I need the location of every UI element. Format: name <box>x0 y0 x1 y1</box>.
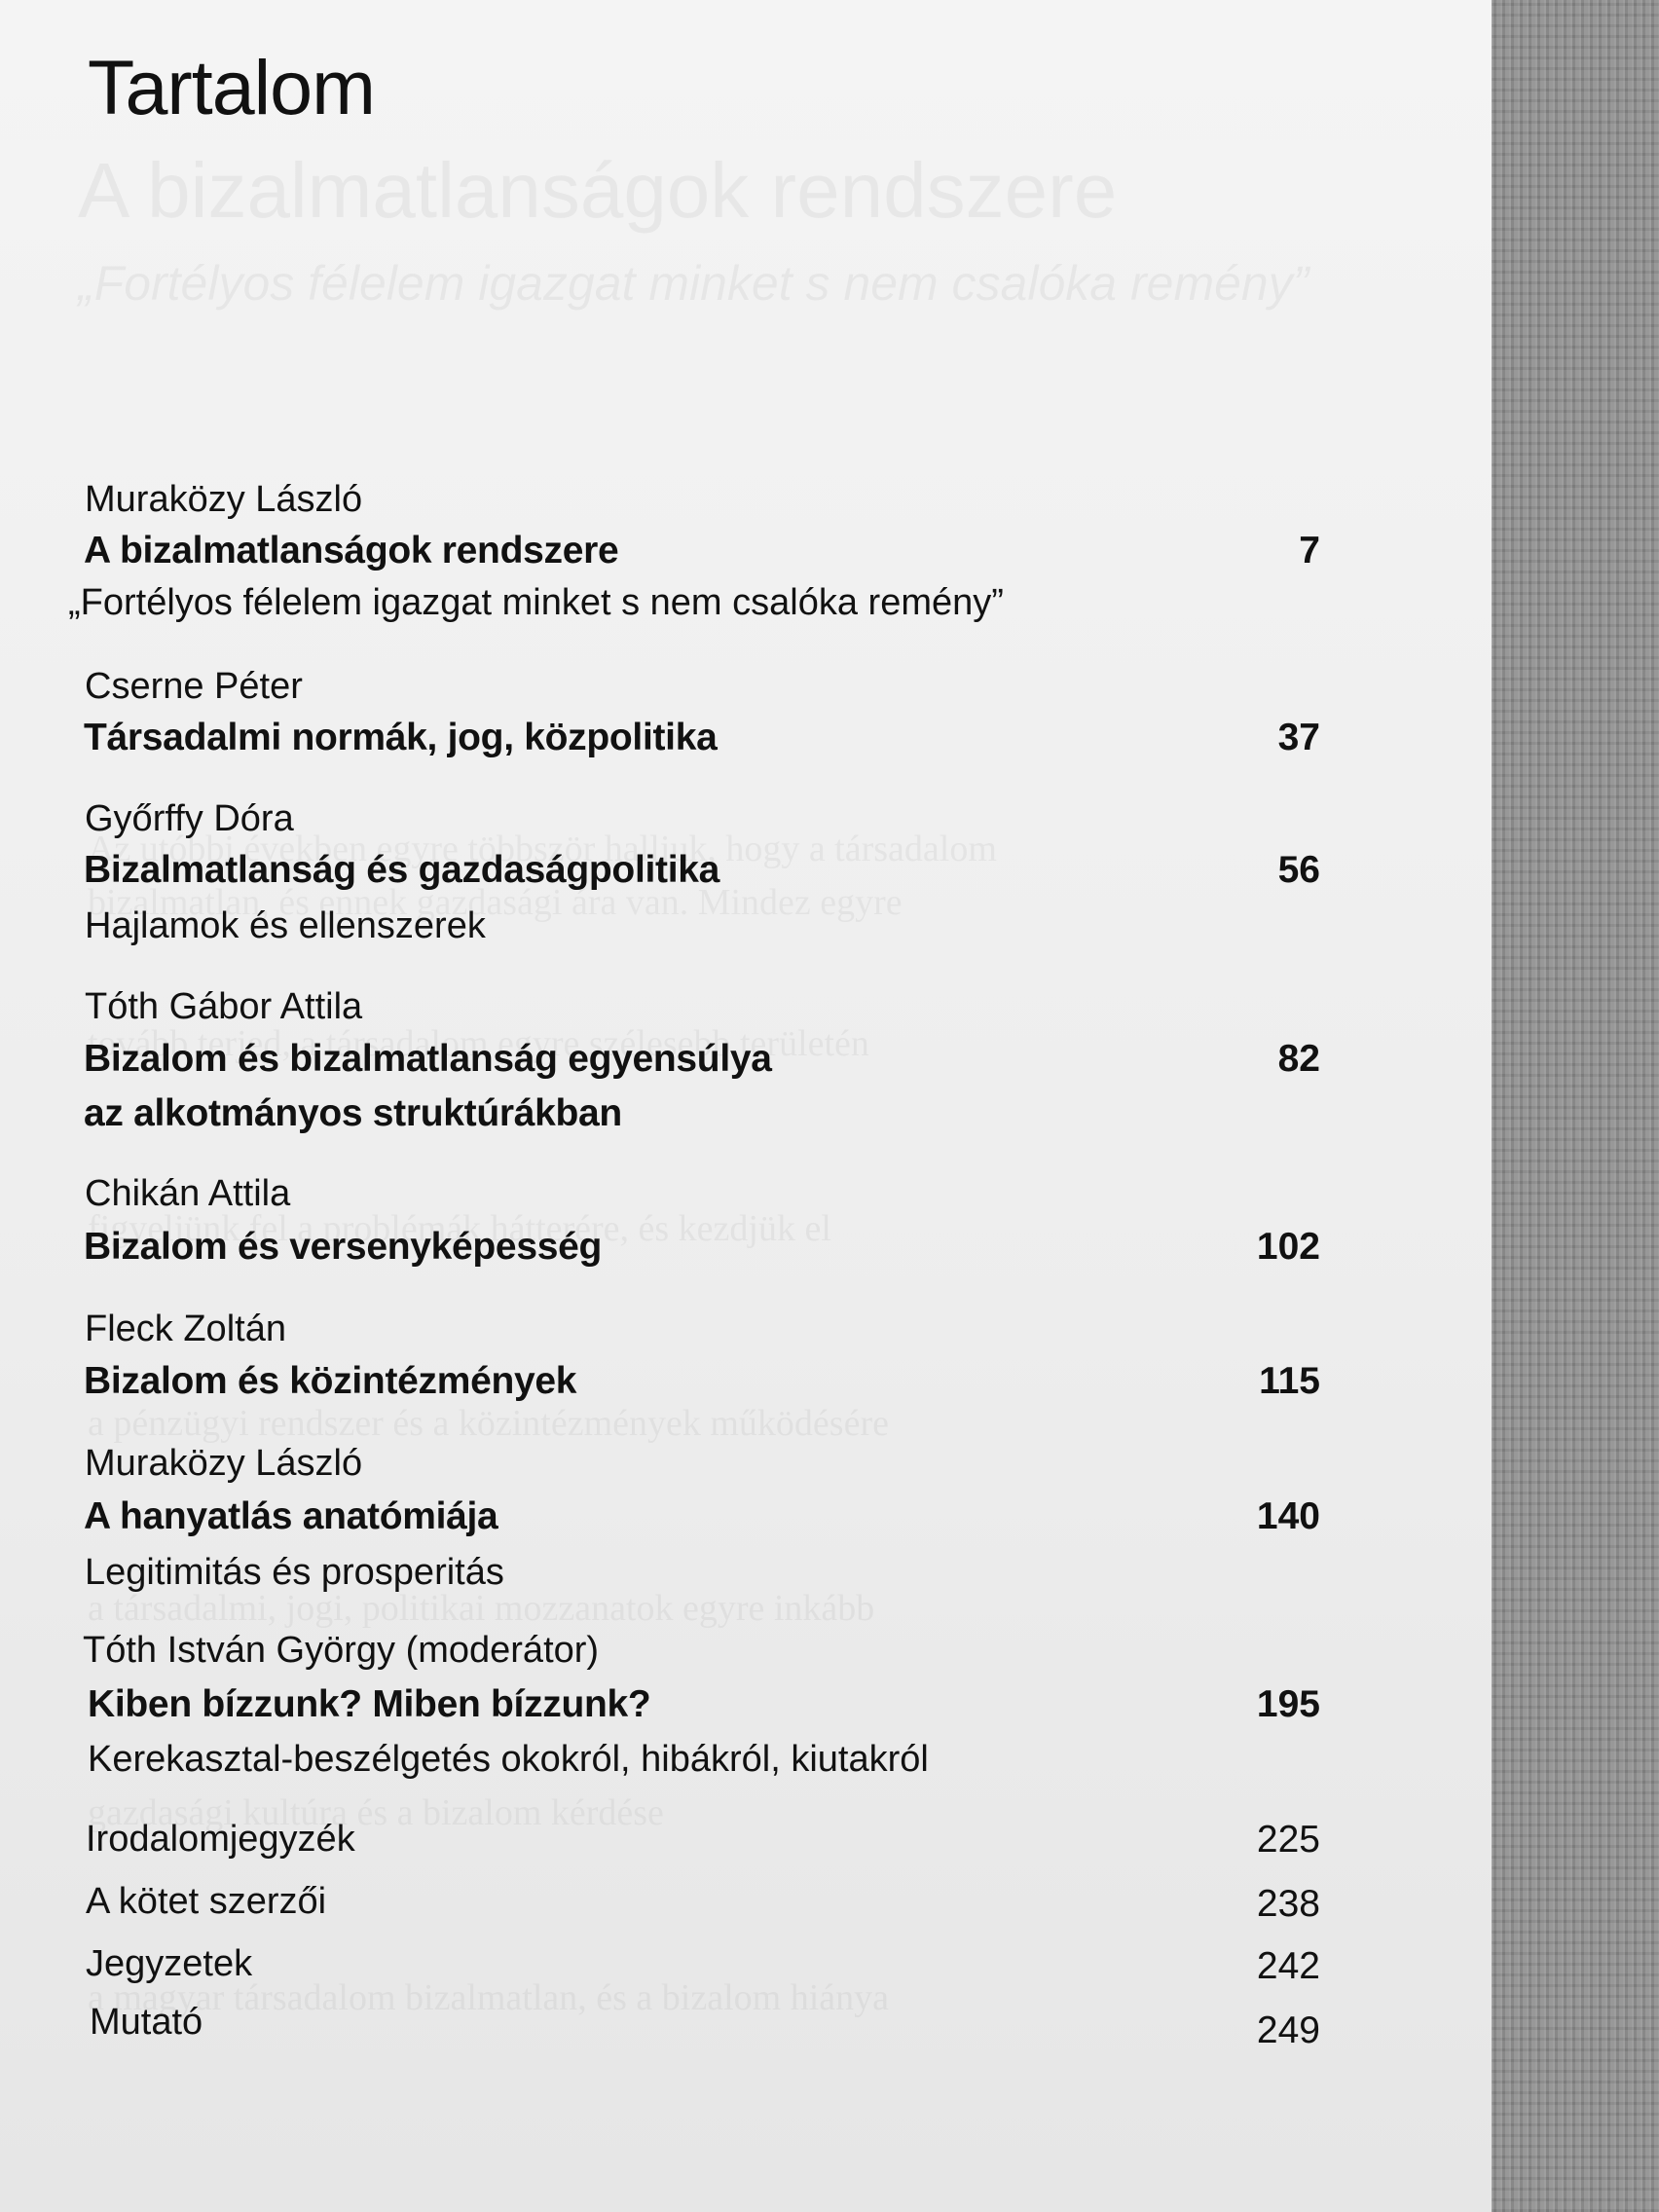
back-matter-label: Mutató <box>90 2002 203 2043</box>
back-matter-page-number: 249 <box>1256 2009 1320 2051</box>
entry-title-line: Bizalom és bizalmatlanság egyensúlya <box>84 1038 772 1080</box>
entry-title-line: A bizalmatlanságok rendszere <box>84 530 619 571</box>
entry-title-line: Bizalom és közintézmények <box>84 1360 577 1402</box>
entry-page-number: 56 <box>1277 849 1320 891</box>
entry-page-number: 102 <box>1256 1226 1320 1268</box>
entry-page-number: 115 <box>1259 1360 1320 1402</box>
back-matter-page-number: 242 <box>1256 1945 1320 1987</box>
entry-author: Muraközy László <box>85 1443 363 1484</box>
entry-author: Chikán Attila <box>85 1173 291 1214</box>
back-matter-page-number: 238 <box>1256 1883 1320 1925</box>
entry-title-line: Társadalmi normák, jog, közpolitika <box>84 717 718 758</box>
entry-title <box>84 851 719 905</box>
entry-title <box>84 719 718 773</box>
entry-page-number: 37 <box>1277 717 1320 758</box>
entry-title <box>84 1497 498 1552</box>
entry-page-number: 82 <box>1277 1038 1320 1080</box>
entry-page-number: 140 <box>1256 1495 1320 1537</box>
entry-title <box>84 1362 576 1417</box>
book-page-edges <box>1492 0 1659 2212</box>
entry-title-line: az alkotmányos struktúrákban <box>84 1092 622 1134</box>
entry-page-number: 195 <box>1256 1683 1320 1725</box>
page-title: Tartalom <box>88 44 375 130</box>
entry-title-line: Bizalmatlanság és gazdaságpolitika <box>84 849 720 891</box>
entry-subtitle: „Fortélyos félelem igazgat minket s nem csalóka remény” <box>68 582 1004 623</box>
entry-subtitle: Kerekasztal-beszélgetés okokról, hibákról, kiutakról <box>88 1739 929 1780</box>
entry-page-number: 7 <box>1299 530 1320 571</box>
entry-author: Tóth Gábor Attila <box>85 986 363 1027</box>
entry-author: Cserne Péter <box>85 666 303 707</box>
entry-title-line: Bizalom és versenyképesség <box>84 1226 603 1268</box>
entry-author: Fleck Zoltán <box>85 1309 286 1349</box>
entry-author: Győrffy Dóra <box>85 798 294 839</box>
entry-title <box>84 532 618 586</box>
entry-title-line: Kiben bízzunk? Miben bízzunk? <box>88 1683 651 1725</box>
back-matter-label: Irodalomjegyzék <box>86 1819 355 1860</box>
entry-subtitle: Hajlamok és ellenszerek <box>85 905 486 946</box>
entry-title <box>84 1040 772 1149</box>
entry-title <box>88 1685 650 1740</box>
entry-author: Muraközy László <box>85 479 363 520</box>
back-matter-page-number: 225 <box>1256 1819 1320 1861</box>
back-matter-label: Jegyzetek <box>86 1943 253 1984</box>
entry-author: Tóth István György (moderátor) <box>83 1630 600 1671</box>
back-matter-label: A kötet szerzői <box>86 1881 327 1922</box>
entry-subtitle: Legitimitás és prosperitás <box>85 1552 504 1593</box>
entry-title <box>84 1228 602 1282</box>
entry-title-line: A hanyatlás anatómiája <box>84 1495 498 1537</box>
